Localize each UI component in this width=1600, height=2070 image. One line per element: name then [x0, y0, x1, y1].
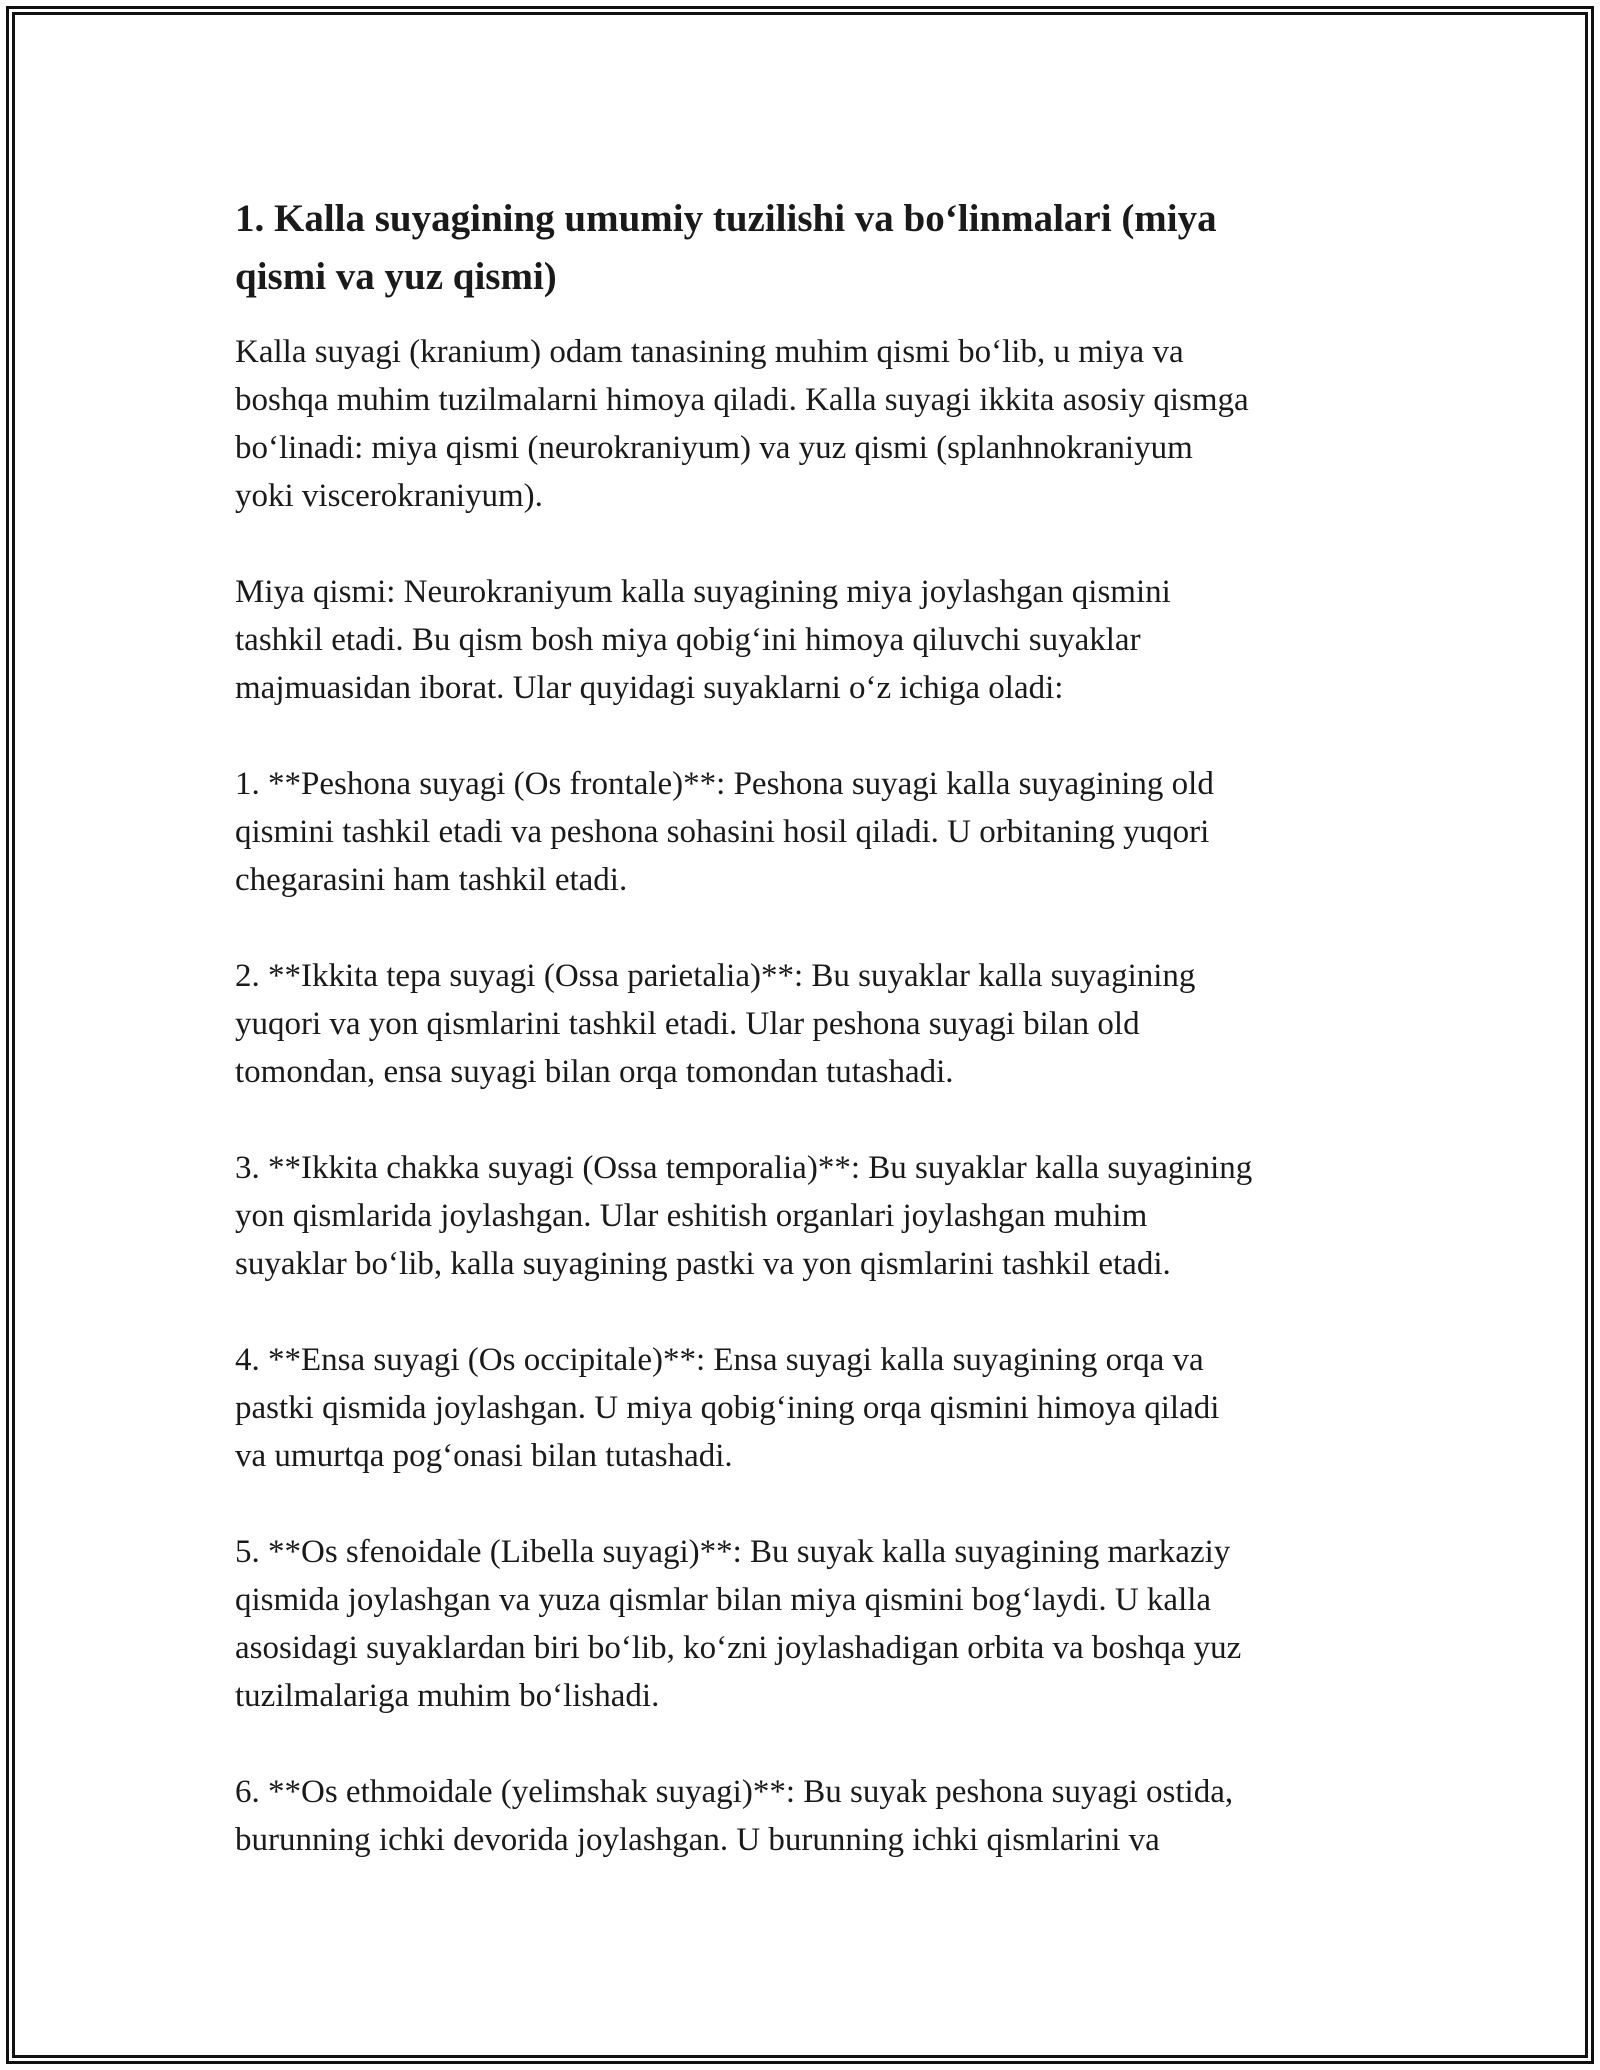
document-body — [235, 328, 1375, 1864]
list-item-peshona-suyagi: 1. **Peshona suyagi (Os frontale)**: Peshona suyagi kalla suyagining old qismini tashkil etadi va peshona sohasini hosil qiladi. U orbitaning yuqori chegarasini ham tashkil etadi. — [235, 766, 1214, 898]
list-item-chakka-suyagi: 3. **Ikkita chakka suyagi (Ossa temporalia)**: Bu suyaklar kalla suyagining yon qismlarida joylashgan. Ular eshitish organlari joylashgan muhim suyaklar boʻlib, kalla suyagining pastki va yon qismlarini tashkil etadi. — [235, 1150, 1253, 1282]
paragraph-miya-qismi: Miya qismi: Neurokraniyum kalla suyagining miya joylashgan qismini tashkil etadi. Bu qism bosh miya qobigʻini himoya qiluvchi suyaklar majmuasidan iborat. Ular quyidagi suyaklarni oʻz ichiga oladi: — [235, 574, 1171, 706]
list-item-os-sfenoidale: 5. **Os sfenoidale (Libella suyagi)**: Bu suyak kalla suyagining markaziy qismida joylashgan va yuza qismlar bilan miya qismini bogʻlaydi. U kalla asosidagi suyaklardan biri boʻlib, koʻzni joylashadigan orbita va boshqa yuz tuzilmalariga muhim boʻlishadi. — [235, 1534, 1242, 1714]
paragraph-intro: Kalla suyagi (kranium) odam tanasining muhim qismi boʻlib, u miya va boshqa muhim tuzilmalarni himoya qiladi. Kalla suyagi ikkita asosiy qismga boʻlinadi: miya qismi (neurokraniyum) va yuz qismi (splanhnokraniyum yoki viscerokraniyum). — [235, 334, 1249, 514]
document-page — [235, 190, 1375, 1864]
list-item-ensa-suyagi: 4. **Ensa suyagi (Os occipitale)**: Ensa suyagi kalla suyagining orqa va pastki qismida joylashgan. U miya qobigʻining orqa qismini himoya qiladi va umurtqa pogʻonasi bilan tutashadi. — [235, 1342, 1220, 1474]
section-heading: 1. Kalla suyagining umumiy tuzilishi va boʻlinmalari (miya qismi va yuz qismi) — [235, 197, 1217, 298]
list-item-os-ethmoidale: 6. **Os ethmoidale (yelimshak suyagi)**: Bu suyak peshona suyagi ostida, burunning ichki devorida joylashgan. U burunning ichki qismlarini va — [235, 1774, 1234, 1858]
list-item-tepa-suyagi: 2. **Ikkita tepa suyagi (Ossa parietalia)**: Bu suyaklar kalla suyagining yuqori va yon qismlarini tashkil etadi. Ular peshona suyagi bilan old tomondan, ensa suyagi bilan orqa tomondan tutashadi. — [235, 958, 1196, 1090]
